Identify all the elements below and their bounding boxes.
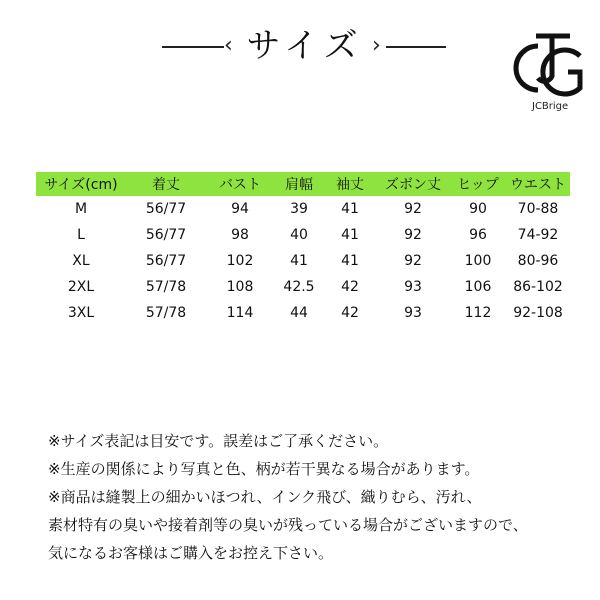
table-cell: 100 — [464, 253, 492, 269]
chevron-right-icon: › — [372, 33, 381, 58]
table-cell: 93 — [404, 305, 422, 321]
table-cell: 92 — [404, 253, 422, 269]
table-cell: 80-96 — [517, 253, 559, 269]
table-cell: 41 — [290, 253, 308, 269]
table-cell: 108 — [226, 279, 254, 295]
page-title: サイズ — [246, 26, 364, 66]
note-line: 気になるお客様はご購入をお控え下さい。 — [48, 544, 334, 562]
table-cell: 56/77 — [145, 201, 187, 217]
table-cell: XL — [72, 253, 90, 269]
notes-section — [48, 427, 588, 567]
header-bust: バスト — [219, 177, 261, 193]
table-cell: 41 — [341, 201, 359, 217]
table-cell: 56/77 — [145, 227, 187, 243]
brand-logo-text: JCBrige — [532, 101, 569, 112]
title-divider-left — [162, 46, 224, 48]
note-line: 素材特有の臭いや接着剤等の臭いが残っている場合がございますので、 — [48, 516, 528, 534]
table-row — [36, 274, 570, 300]
table-cell: 40 — [290, 227, 308, 243]
table-cell: 90 — [469, 201, 487, 217]
table-cell: 56/77 — [145, 253, 187, 269]
table-cell: 42 — [341, 279, 359, 295]
table-cell: 98 — [231, 227, 249, 243]
title-divider-right — [386, 46, 446, 48]
table-cell: 2XL — [67, 279, 95, 295]
table-cell: 41 — [341, 253, 359, 269]
table-row — [36, 222, 570, 248]
size-table — [36, 172, 570, 326]
table-cell: 114 — [226, 305, 254, 321]
header-sleeve: 袖丈 — [336, 177, 364, 193]
table-cell: M — [74, 201, 88, 217]
header-waist: ウエスト — [510, 177, 566, 193]
table-cell: 86-102 — [513, 279, 563, 295]
table-cell: 112 — [464, 305, 492, 321]
table-cell: 93 — [404, 279, 422, 295]
table-cell: 70-88 — [517, 201, 559, 217]
brand-logo-icon — [508, 26, 588, 106]
header-hip: ヒップ — [457, 177, 499, 193]
table-cell: 106 — [464, 279, 492, 295]
table-cell: 39 — [290, 201, 308, 217]
page-title-group — [162, 22, 446, 72]
table-cell: 94 — [231, 201, 249, 217]
table-row — [36, 196, 570, 222]
table-cell: 44 — [290, 305, 308, 321]
table-cell: 41 — [341, 227, 359, 243]
header-shoulder: 肩幅 — [285, 177, 313, 193]
table-cell: 42 — [341, 305, 359, 321]
table-row — [36, 248, 570, 274]
table-row — [36, 300, 570, 326]
table-cell: 92 — [404, 227, 422, 243]
table-cell: 42.5 — [283, 279, 315, 295]
table-cell: 74-92 — [517, 227, 559, 243]
note-line: ※生産の関係により写真と色、柄が若干異なる場合があります。 — [48, 460, 480, 478]
table-cell: 57/78 — [145, 305, 187, 321]
table-header-row — [36, 172, 570, 196]
note-line: ※商品は縫製上の細かいほつれ、インク飛び、織りむら、汚れ、 — [48, 488, 482, 506]
table-cell: 92-108 — [513, 305, 563, 321]
table-cell: 3XL — [67, 305, 95, 321]
table-cell: 92 — [404, 201, 422, 217]
table-cell: L — [77, 227, 85, 243]
note-line: ※サイズ表記は目安です。誤差はご了承ください。 — [48, 432, 389, 450]
table-cell: 57/78 — [145, 279, 187, 295]
table-cell: 102 — [226, 253, 254, 269]
table-cell: 96 — [469, 227, 487, 243]
header-pants-length: ズボン丈 — [385, 177, 441, 193]
header-length: 着丈 — [152, 177, 180, 193]
chevron-left-icon: ‹ — [224, 33, 233, 58]
header-size: サイズ(cm) — [44, 177, 118, 193]
